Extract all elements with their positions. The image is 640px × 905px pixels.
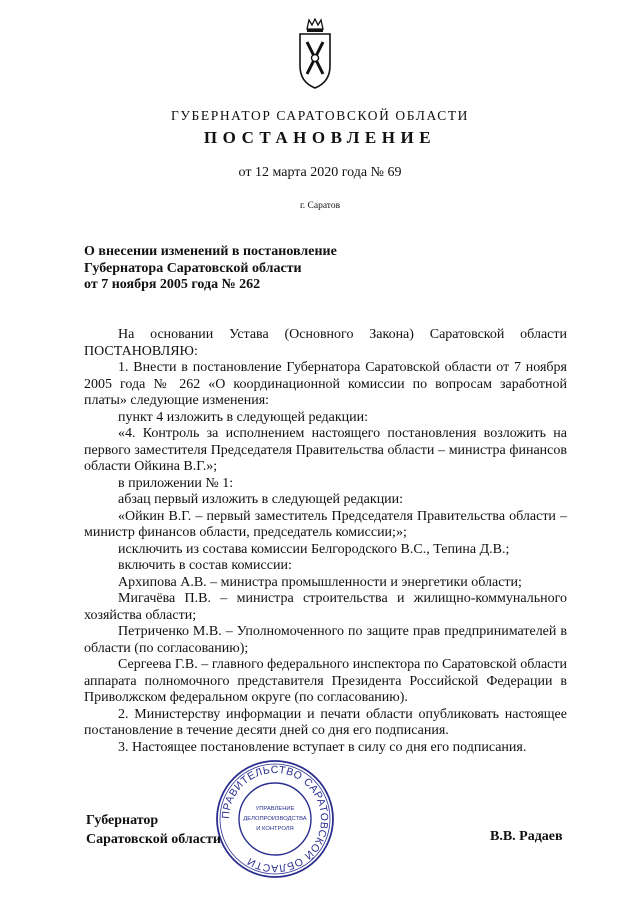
document-date-number: от 12 марта 2020 года № 69	[238, 165, 402, 180]
document-body	[84, 327, 567, 756]
subject-line: Губернатора Саратовской области	[84, 260, 302, 276]
body-paragraph: 3. Настоящее постановление вступает в силу со дня его подписания.	[118, 739, 527, 755]
body-paragraph: На основании Устава (Основного Закона) Саратовской области ПОСТАНОВЛЯЮ:	[84, 327, 567, 359]
issuing-authority: ГУБЕРНАТОР САРАТОВСКОЙ ОБЛАСТИ	[170, 108, 470, 123]
signatory-position-line: Губернатор	[86, 813, 159, 828]
body-paragraph: в приложении № 1:	[118, 475, 234, 491]
body-paragraph: пункт 4 изложить в следующей редакции:	[118, 409, 368, 425]
signatory-name: В.В. Радаев	[490, 829, 563, 844]
body-paragraph: Мигачёва П.В. – министра строительства и жилищно-коммунального хозяйства области;	[84, 591, 567, 623]
signatory-position	[86, 811, 221, 849]
body-paragraph: «Ойкин В.Г. – первый заместитель Председателя Правительства области – министр финансов области, председатель комиссии;»;	[84, 508, 567, 540]
subject-line: от 7 ноября 2005 года № 262	[84, 277, 261, 292]
official-stamp	[214, 758, 336, 880]
svg-text:И КОНТРОЛЯ: И КОНТРОЛЯ	[256, 826, 294, 832]
document-city: г. Саратов	[299, 201, 341, 211]
signatory-position-line: Саратовской области	[86, 832, 221, 847]
subject-line: О внесении изменений в постановление	[84, 244, 337, 259]
body-paragraph: 2. Министерству информации и печати области опубликовать настоящее постановление в течение десяти дней со дня его подписания.	[84, 706, 567, 738]
body-paragraph: Петриченко М.В. – Уполномоченного по защите прав предпринимателей в области (по согласованию);	[84, 624, 567, 656]
svg-text:ПРАВИТЕЛЬСТВО САРАТОВСКОЙ ОБЛА: ПРАВИТЕЛЬСТВО САРАТОВСКОЙ ОБЛАСТИ	[219, 763, 331, 875]
svg-text:УПРАВЛЕНИЕ: УПРАВЛЕНИЕ	[255, 806, 295, 812]
document-type-title: ПОСТАНОВЛЕНИЕ	[203, 128, 437, 147]
svg-text:ДЕЛОПРОИЗВОДСТВА: ДЕЛОПРОИЗВОДСТВА	[243, 816, 307, 822]
document-subject	[84, 244, 337, 294]
saratov-coat-of-arms-icon	[296, 18, 334, 90]
body-paragraph: абзац первый изложить в следующей редакции:	[118, 492, 404, 507]
body-paragraph: включить в состав комиссии:	[118, 558, 292, 573]
body-paragraph: исключить из состава комиссии Белгородского В.С., Тепина Д.В.;	[118, 541, 510, 557]
body-paragraph: Сергеева Г.В. – главного федерального инспектора по Саратовской области аппарата полномочного представителя Президента Российской Федерации в Приволжском федеральном округе (по согласованию).	[84, 657, 567, 705]
body-paragraph: Архипова А.В. – министра промышленности и энергетики области;	[118, 574, 522, 590]
body-paragraph: 1. Внести в постановление Губернатора Саратовской области от 7 ноября 2005 года № 262 «О координационной комиссии по вопросам заработной платы» следующие изменения:	[84, 360, 567, 408]
body-paragraph: «4. Контроль за исполнением настоящего постановления возложить на первого заместителя Председателя Правительства области – министра финансов области Ойкина В.Г.»;	[84, 426, 567, 474]
